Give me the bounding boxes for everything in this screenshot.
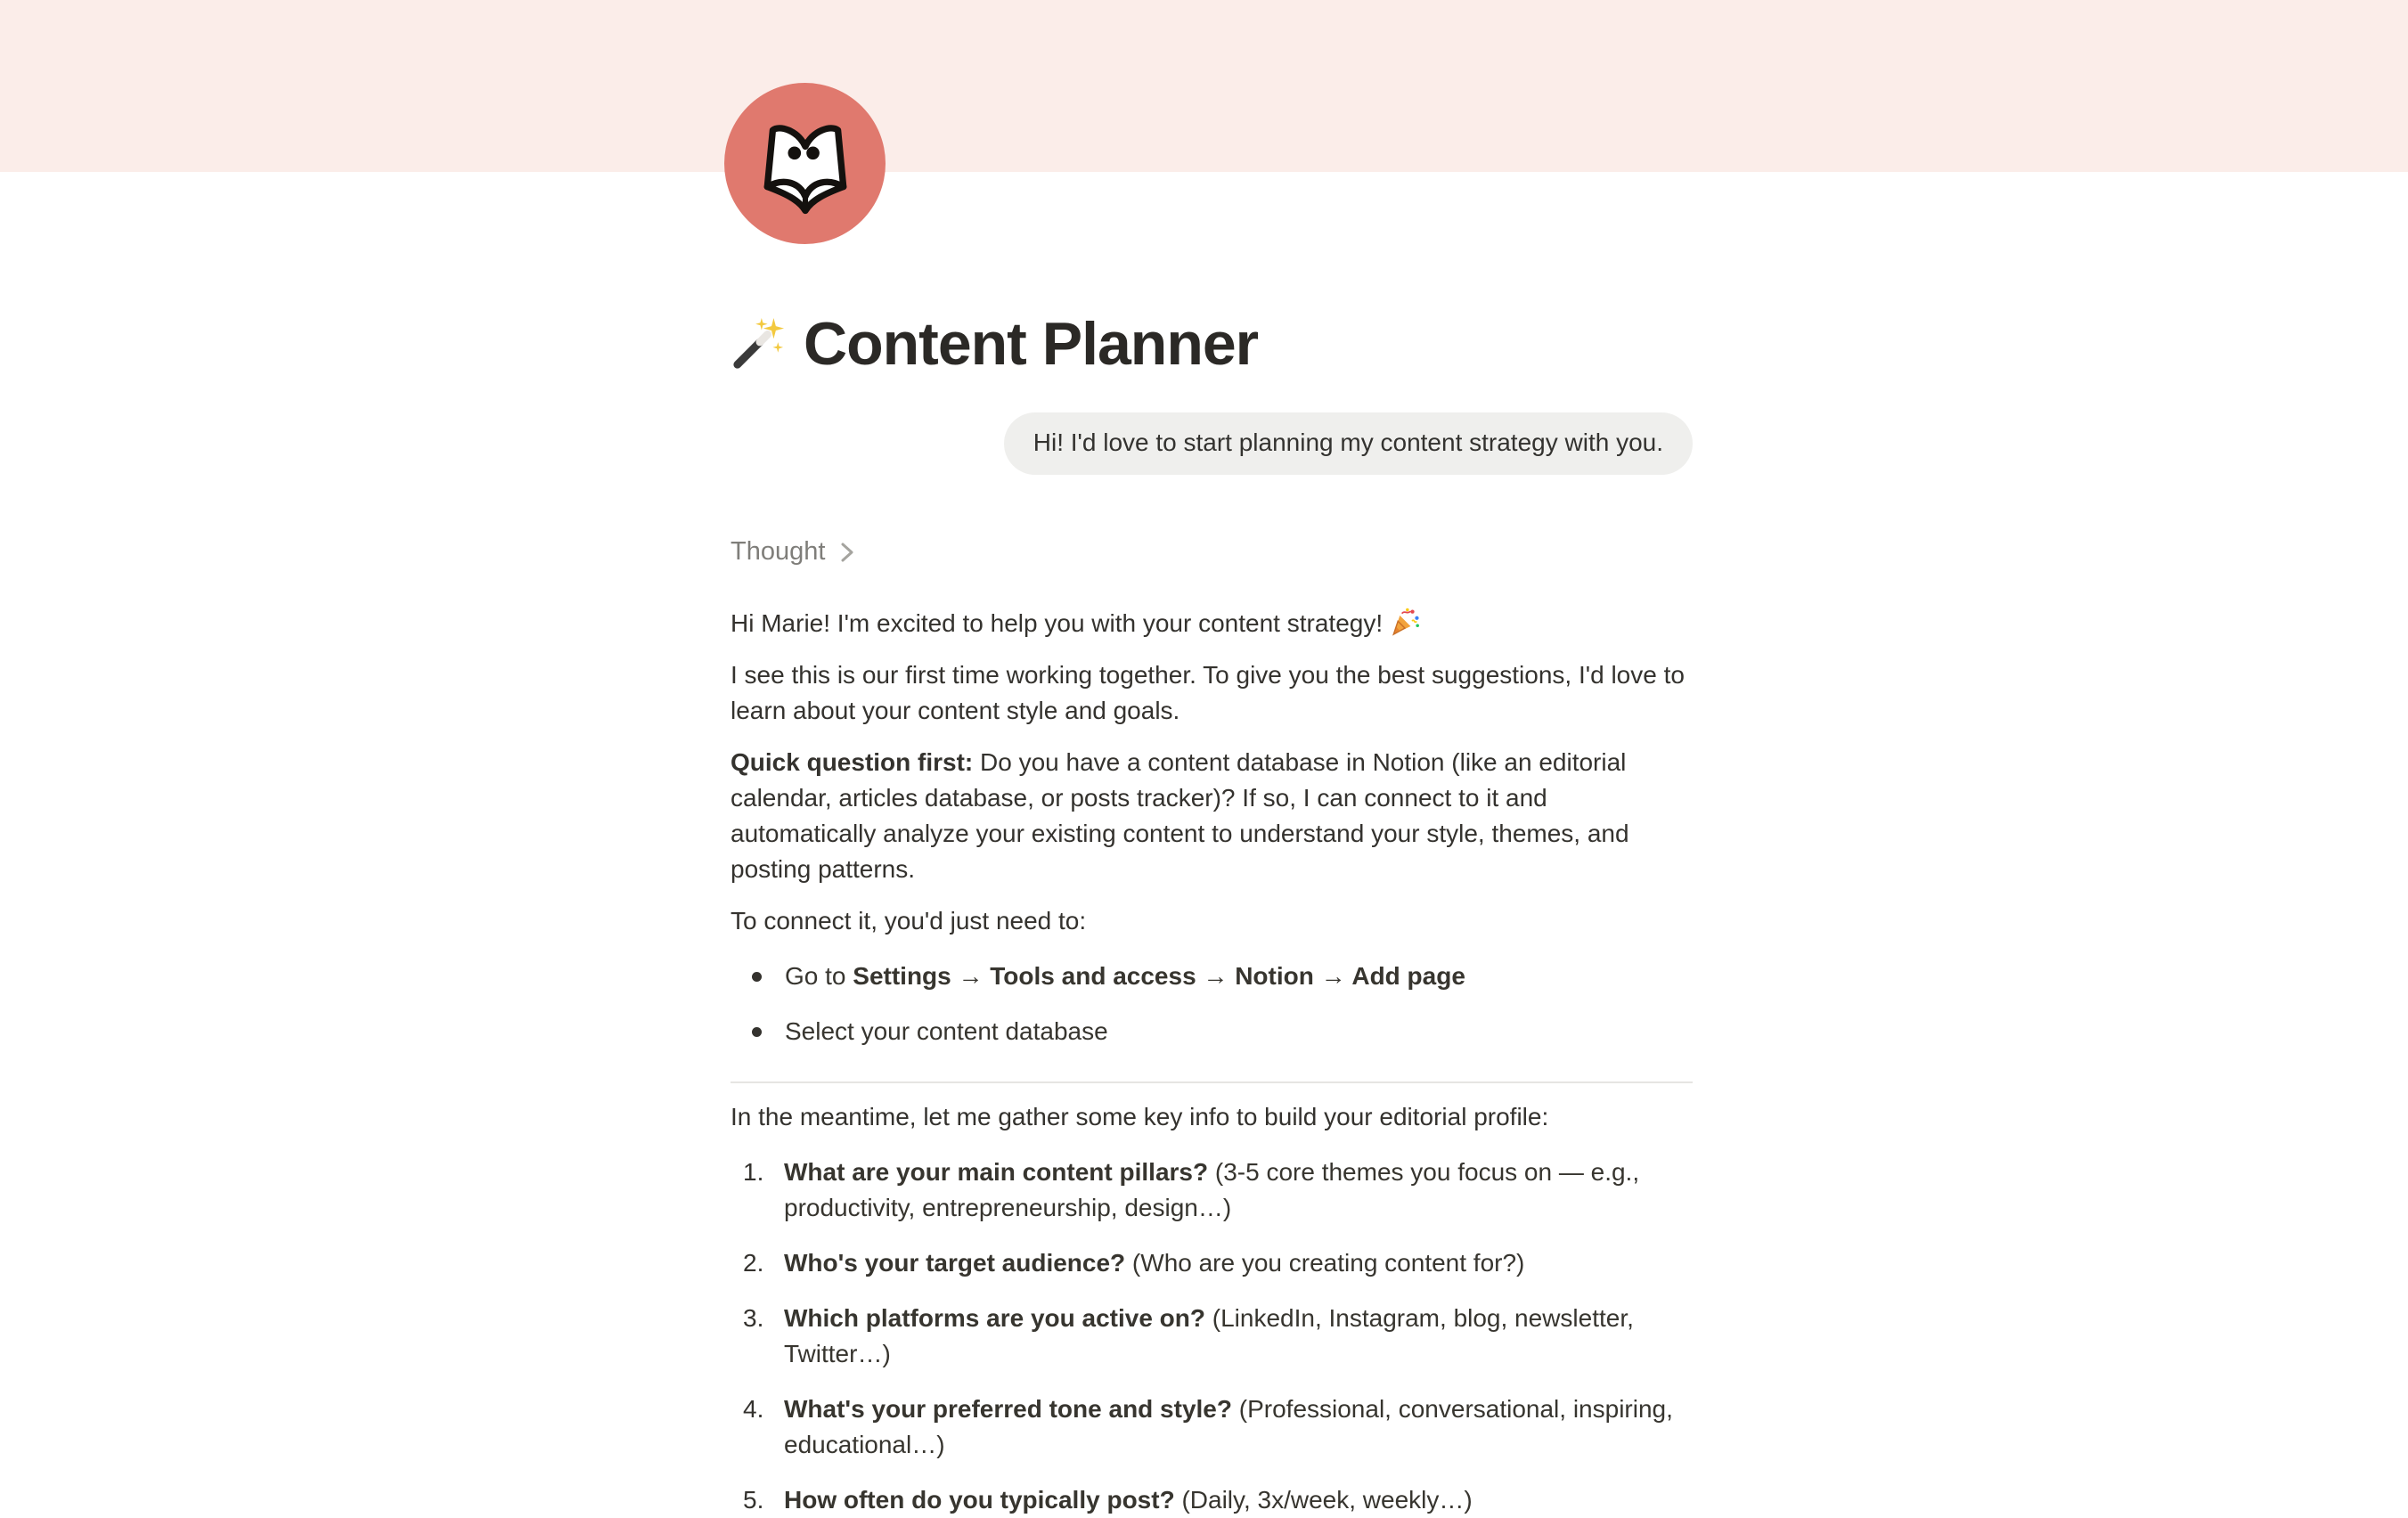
list-item [731,1155,1693,1226]
party-popper-icon [1390,607,1420,637]
connect-steps-list [731,959,1693,1049]
open-book-icon [751,110,860,218]
question-text [784,1482,1693,1518]
section-divider [731,1081,1693,1083]
greeting-text: Hi Marie! I'm excited to help you with your content strategy! [731,609,1384,637]
assistant-paragraph-meantime: In the meantime, let me gather some key info to build your editorial profile: [731,1103,1549,1130]
question-bold: Who's your target audience? [784,1249,1126,1277]
page-avatar[interactable] [724,83,886,244]
bullet-text [785,959,1693,994]
list-item [731,1392,1693,1463]
assistant-paragraph-greeting [731,606,1693,641]
bullet-dot [752,972,762,982]
question-detail: (Professional, conversational, inspiring, educational…) [784,1395,1673,1458]
list-item [731,1014,1693,1049]
thought-label: Thought [731,537,826,566]
editorial-questions-list [731,1155,1693,1518]
quick-question-bold: Quick question first: [731,748,974,776]
question-text [784,1245,1693,1281]
page-title[interactable] [731,307,1693,380]
list-item [731,1301,1693,1372]
bullet-text-normal: Select your content database [785,1017,1108,1045]
question-text [784,1301,1693,1372]
list-number: 2. [743,1249,764,1277]
user-message-text: Hi! I'd love to start planning my content strategy with you. [1033,428,1663,456]
quick-question-rest: Do you have a content database in Notion (like an editorial calendar, articles database, or posts tracker)? If so, I can connect to it and automatically analyze your existing content to understand your style, themes, and posting patterns. [731,748,1629,883]
assistant-paragraph-connect-intro: To connect it, you'd just need to: [731,907,1087,934]
list-item [731,959,1693,994]
magic-wand-icon [731,316,786,371]
question-detail: (3-5 core themes you focus on — e.g., productivity, entrepreneurship, design…) [784,1158,1640,1221]
assistant-paragraph-quick-question [731,745,1693,887]
page-header-band [0,0,2408,172]
page-title-text: Content Planner [804,310,1259,378]
question-text [784,1392,1693,1463]
list-item [731,1482,1693,1518]
question-detail: (LinkedIn, Instagram, blog, newsletter, Twitter…) [784,1304,1634,1367]
user-message-row [731,412,1693,475]
thought-toggle[interactable] [731,537,857,567]
question-bold: Which platforms are you active on? [784,1304,1205,1332]
user-message-bubble [1004,412,1693,475]
list-number: 3. [743,1304,764,1332]
assistant-paragraph-first-time: I see this is our first time working together. To give you the best suggestions, I'd love to learn about your content style and goals. [731,661,1685,724]
question-detail: (Daily, 3x/week, weekly…) [1174,1486,1473,1514]
question-text [784,1155,1693,1226]
question-bold: What are your main content pillars? [784,1158,1209,1186]
question-detail: (Who are you creating content for?) [1125,1249,1525,1277]
page-content [731,307,1693,1518]
list-number: 4. [743,1395,764,1423]
bullet-text-bold: Settings → Tools and access → Notion → Add page [853,962,1465,990]
bullet-dot [752,1027,762,1037]
bullet-text-normal: Go to [785,962,853,990]
list-number: 1. [743,1158,764,1186]
bullet-text [785,1014,1693,1049]
chevron-right-icon [837,541,857,564]
list-item [731,1245,1693,1281]
question-bold: What's your preferred tone and style? [784,1395,1232,1423]
question-bold: How often do you typically post? [784,1486,1175,1514]
list-number: 5. [743,1486,764,1514]
